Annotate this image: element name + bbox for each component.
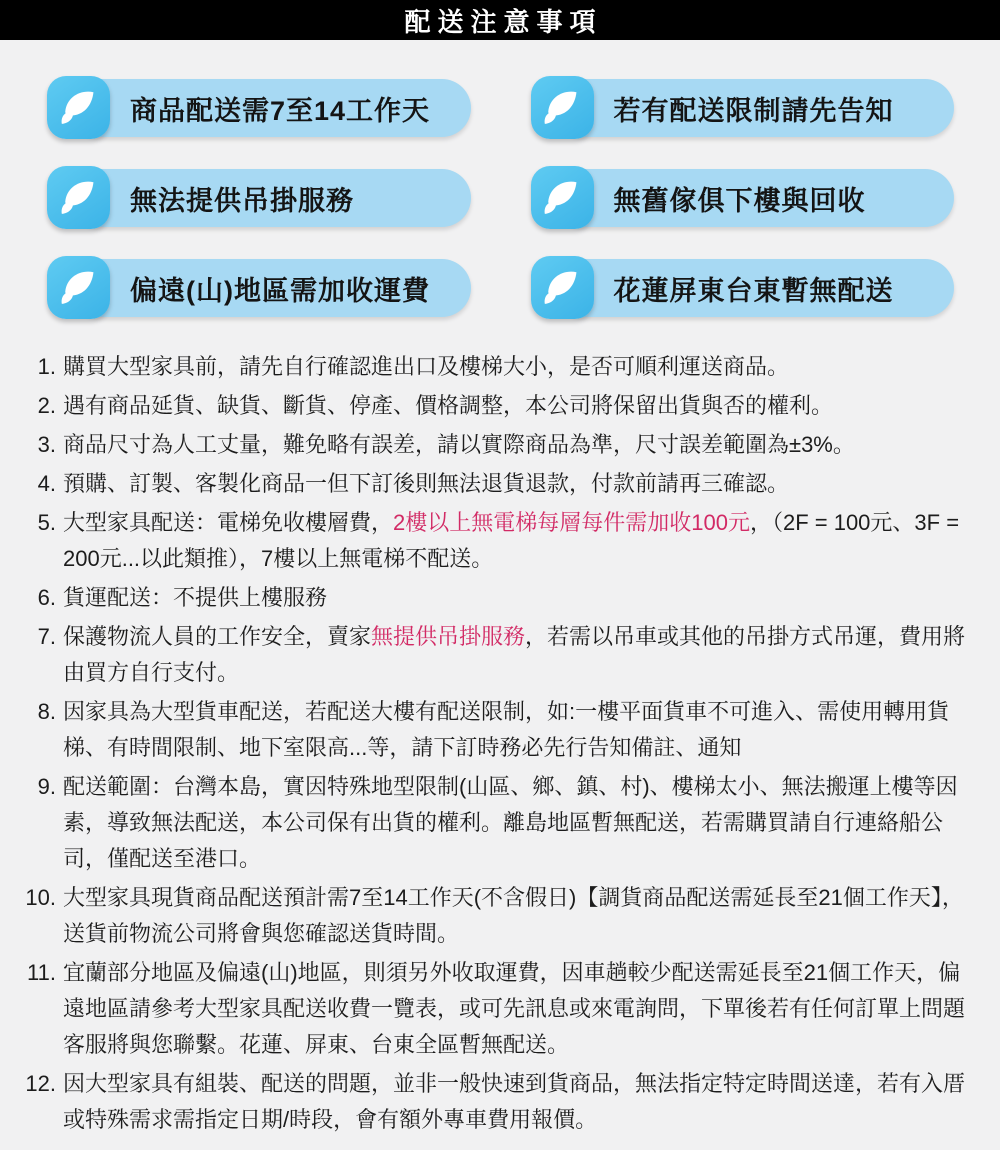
delivery-notes [25,349,974,1138]
note-text-highlight: 2樓以上無電梯每層每件需加收100元 [393,510,750,535]
note-text: 商品尺寸為人工丈量，難免略有誤差，請以實際商品為準，尺寸誤差範圍為±3%。 [63,432,855,457]
leaf-icon [531,256,594,319]
page-title: 配送注意事項 [404,6,603,37]
note-number: 5. [37,510,56,535]
note-number: 7. [37,624,56,649]
note-item [30,466,974,502]
note-item [30,505,974,577]
note-text: 配送範圍：台灣本島，實因特殊地型限制(山區、鄉、鎮、村)、樓梯太小、無法搬運上樓等因素，導致無法配送，本公司保有出貨的權利。離島地區暫無配送，若需購買請自行連絡船公司，僅配送至港口。 [63,774,958,871]
delivery-badge [531,256,955,320]
leaf-icon [47,256,110,319]
notes-list [25,349,974,1138]
note-number: 9. [37,774,56,799]
note-text: ，若需以吊車或其他的吊掛方式吊運，費用將由買方自行支付。 [63,624,966,685]
delivery-badge [531,166,955,230]
note-text: 貨運配送：不提供上樓服務 [63,585,328,610]
note-text: 保護物流人員的工作安全，賣家 [63,624,372,649]
delivery-badge [47,256,471,320]
badge-grid [47,76,954,320]
note-number: 6. [37,585,56,610]
delivery-badge [531,76,955,140]
note-item [30,694,974,766]
note-text-highlight: 無提供吊掛服務 [371,624,526,649]
note-text: 大型家具配送：電梯免收樓層費， [63,510,394,535]
note-item [30,769,974,877]
badge-label: 無舊傢俱下樓與回收 [557,169,955,227]
note-item [30,580,974,616]
note-item [25,1066,974,1138]
note-number: 11. [27,960,56,985]
delivery-badge [47,76,471,140]
note-item [30,349,974,385]
badge-label: 花蓮屏東台東暫無配送 [557,259,955,317]
note-item [30,427,974,463]
note-text: 預購、訂製、客製化商品一但下訂後則無法退貨退款，付款前請再三確認。 [63,471,790,496]
note-text: 宜蘭部分地區及偏遠(山)地區，則須另外收取運費，因車趟較少配送需延長至21個工作天，偏遠地區請參考大型家具配送收費一覽表，或可先訊息或來電詢問，下單後若有任何訂單上問題客服將與您聯繫。花蓮、屏東、台東全區暫無配送。 [63,960,966,1057]
note-text: ，（2F = 100元、3F = 200元...以此類推），7樓以上無電梯不配送。 [63,510,960,571]
leaf-icon [531,76,594,139]
note-text: 因家具為大型貨車配送，若配送大樓有配送限制，如:一樓平面貨車不可進入、需使用轉用貨梯、有時間限制、地下室限高...等，請下訂時務必先行告知備註、通知 [63,699,950,760]
note-text: 大型家具現貨商品配送預計需7至14工作天(不含假日)【調貨商品配送需延長至21個工作天】，送貨前物流公司將會與您確認送貨時間。 [63,885,964,946]
badge-label: 偏遠(山)地區需加收運費 [73,259,471,317]
note-number: 4. [37,471,56,496]
note-item [30,619,974,691]
note-number: 3. [37,432,56,457]
badge-label: 無法提供吊掛服務 [73,169,471,227]
leaf-icon [531,166,594,229]
delivery-badge [47,166,471,230]
badge-label: 商品配送需7至14工作天 [73,79,471,137]
note-text: 因大型家具有組裝、配送的問題，並非一般快速到貨商品，無法指定特定時間送達，若有入厝或特殊需求需指定日期/時段，會有額外專車費用報價。 [63,1071,966,1132]
note-item [25,880,974,952]
badge-label: 若有配送限制請先告知 [557,79,955,137]
note-number: 12. [25,1071,56,1096]
leaf-icon [47,76,110,139]
notice-header [0,0,1000,40]
note-item [30,388,974,424]
note-number: 2. [37,393,56,418]
note-text: 購買大型家具前，請先自行確認進出口及樓梯大小，是否可順利運送商品。 [63,354,790,379]
note-number: 10. [25,885,56,910]
leaf-icon [47,166,110,229]
note-number: 8. [37,699,56,724]
note-number: 1. [37,354,56,379]
note-text: 遇有商品延貨、缺貨、斷貨、停產、價格調整，本公司將保留出貨與否的權利。 [63,393,834,418]
note-item [27,955,974,1063]
